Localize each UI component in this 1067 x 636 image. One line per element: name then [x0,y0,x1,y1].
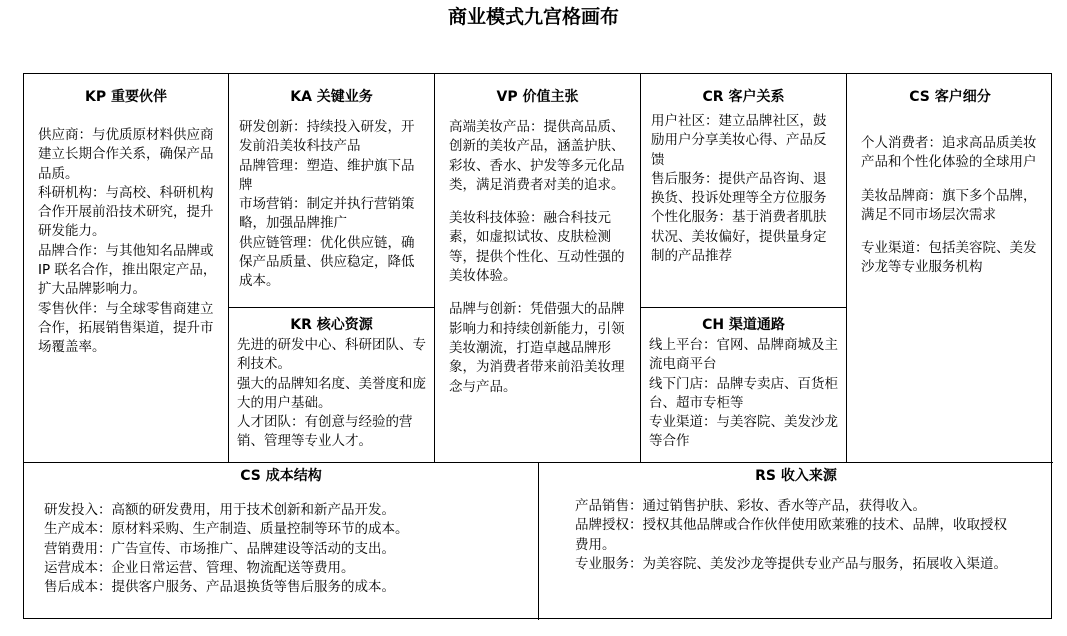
cs-item: 个人消费者：追求高品质美妆产品和个性化体验的全球用户 [861,135,1037,171]
ch-item: 线上平台：官网、品牌商城及主流电商平台 [649,337,838,373]
kp-item: 零售伙伴：与全球零售商建立合作，拓展销售渠道，提升市场覆盖率。 [38,300,214,356]
cr-item: 售后服务：提供产品咨询、退换货、投诉处理等全方位服务 [651,170,827,207]
cr-cell [641,74,847,308]
ch-content [649,336,841,452]
kp-cell [24,74,229,463]
cr-content [651,112,839,266]
rs-item: 产品销售：通过销售护肤、彩妆、香水等产品，获得收入。 [575,498,926,514]
rs-content [575,497,1015,574]
cost-item: 生产成本：原材料采购、生产制造、质量控制等环节的成本。 [44,521,409,538]
cost-content [44,501,534,597]
vp-item: 高端美妆产品：提供高品质、创新的美妆产品，涵盖护肤、彩妆、香水、护发等多元化品类，满足消费者对美的追求。 [449,119,625,193]
ka-item: 供应链管理：优化供应链，确保产品质量、供应稳定，降低成本。 [239,234,415,290]
rs-item: 品牌授权：授权其他品牌或合作伙伴使用欧莱雅的技术、品牌，收取授权费用。 [575,517,1007,553]
cs-item: 专业渠道：包括美容院、美发沙龙等专业服务机构 [861,240,1037,276]
ch-item: 专业渠道：与美容院、美发沙龙等合作 [649,414,838,450]
kp-content [38,126,218,358]
cr-item: 用户社区：建立品牌社区，鼓励用户分享美妆心得、产品反馈 [651,113,827,168]
kp-item: 供应商：与优质原材料供应商建立长期合作关系，确保产品品质。 [38,127,214,182]
ka-content [239,118,425,292]
cs-cell [847,74,1053,463]
kr-heading: KR 核心资源 [290,317,373,333]
ch-heading: CH 渠道通路 [702,317,785,333]
ka-cell [229,74,435,308]
kr-item: 先进的研发中心、科研团队、专利技术。 [237,337,426,373]
ch-cell [641,308,847,463]
kr-content [237,336,427,452]
cost-heading: CS 成本结构 [240,468,322,484]
ka-item: 品牌管理：塑造、维护旗下品牌 [239,157,415,193]
rs-item: 专业服务：为美容院、美发沙龙等提供专业产品与服务，拓展收入渠道。 [575,555,1007,572]
kr-item: 强大的品牌知名度、美誉度和庞大的用户基础。 [237,375,426,411]
cr-item: 个性化服务：基于消费者肌肤状况、美妆偏好，提供量身定制的产品推荐 [651,209,827,265]
ka-item: 研发创新：持续投入研发，开发前沿美妆科技产品 [239,119,415,155]
cr-heading: CR 客户关系 [702,89,785,105]
ch-item: 线下门店：品牌专卖店、百货柜台、超市专柜等 [649,375,838,411]
cost-item: 营销费用：广告宣传、市场推广、品牌建设等活动的支出。 [44,540,395,557]
cs-content [861,134,1041,278]
cost-item: 研发投入：高额的研发费用，用于技术创新和新产品开发。 [44,502,395,518]
cost-item: 运营成本：企业日常运营、管理、物流配送等费用。 [44,559,355,576]
canvas-title: 商业模式九宫格画布 [447,6,619,28]
cost-structure-cell [24,463,539,620]
kp-item: 品牌合作：与其他知名品牌或 IP 联名合作，推出限定产品，扩大品牌影响力。 [38,242,217,298]
cs-heading: CS 客户细分 [909,89,991,105]
vp-heading: VP 价值主张 [496,89,579,105]
kp-heading: KP 重要伙伴 [85,89,167,105]
ka-heading: KA 关键业务 [290,89,373,105]
kp-item: 科研机构：与高校、科研机构合作开展前沿技术研究，提升研发能力。 [38,184,214,240]
cost-item: 售后成本：提供客户服务、产品退换货等售后服务的成本。 [44,579,395,596]
kr-item: 人才团队：有创意与经验的营销、管理等专业人才。 [237,414,413,450]
rs-heading: RS 收入来源 [755,468,837,484]
vp-item: 品牌与创新：凭借强大的品牌影响力和持续创新能力，引领美妆潮流，打造卓越品牌形象，为消费者带来前沿美妆理念与产品。 [449,301,625,395]
cs-item: 美妆品牌商：旗下多个品牌，满足不同市场层次需求 [861,187,1037,223]
vp-item: 美妆科技体验：融合科技元素，如虚拟试妆、皮肤检测等，提供个性化、互动性强的美妆体验。 [449,210,625,285]
kr-cell [229,308,435,463]
vp-content [449,118,629,397]
revenue-streams-cell [539,463,1053,620]
business-model-canvas [23,73,1052,619]
vp-cell [435,74,641,463]
ka-item: 市场营销：制定并执行营销策略，加强品牌推广 [239,196,415,232]
